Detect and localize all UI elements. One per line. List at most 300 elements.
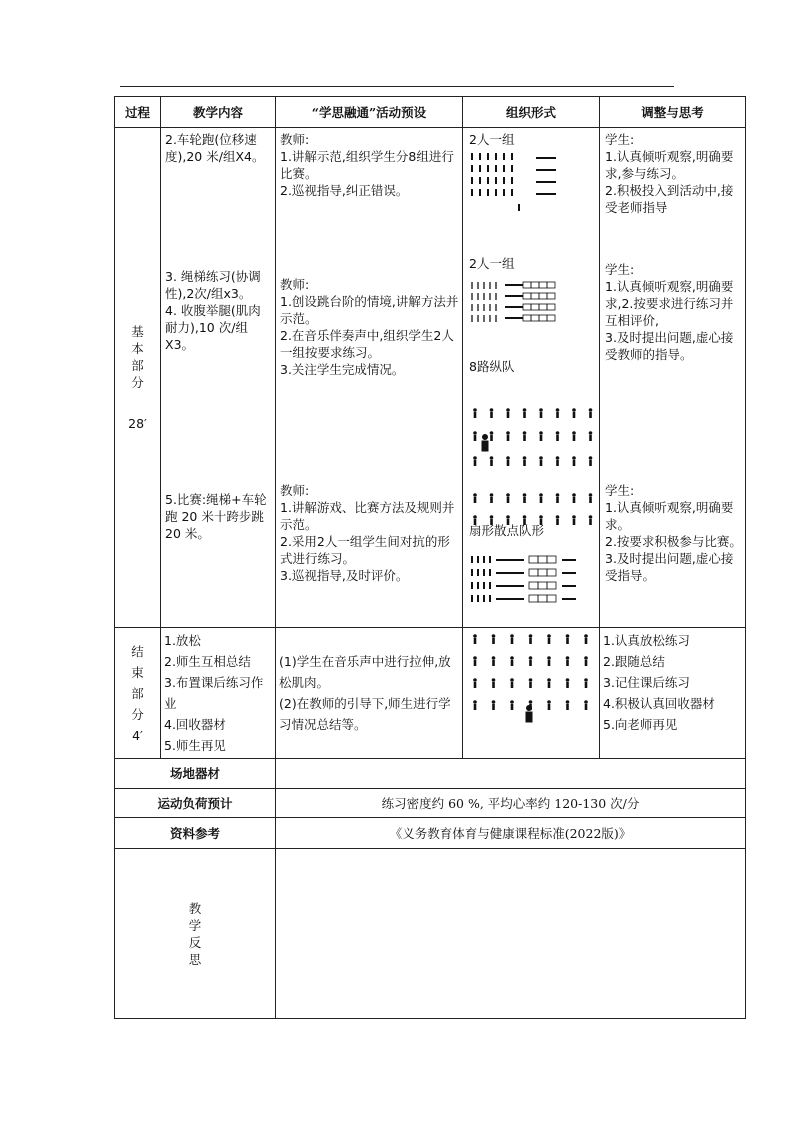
ladder-rung (523, 304, 531, 310)
student-marker (548, 638, 551, 644)
student-marker (523, 412, 526, 418)
student-marker (473, 456, 477, 460)
student-marker (490, 515, 494, 519)
student-marker (511, 189, 513, 196)
student-marker (566, 700, 570, 704)
student-marker (548, 660, 551, 666)
student-marker (573, 460, 576, 466)
header-row (115, 97, 746, 128)
org-label-column: 8路纵队 (469, 359, 515, 374)
student-marker (572, 408, 576, 412)
end-section-row (115, 628, 746, 759)
student-marker (529, 634, 533, 638)
basic-organization-cell (463, 128, 600, 628)
org-label-pairs-2: 2人一组 (469, 256, 515, 271)
student-marker (589, 493, 593, 497)
student-marker (495, 153, 497, 160)
load-label: 运动负荷预计 (115, 789, 276, 818)
run-line (496, 585, 524, 587)
student-marker (489, 315, 491, 322)
end-formation-group (473, 634, 588, 722)
end-stage-cell (115, 628, 161, 759)
student-marker (511, 682, 514, 688)
header-activity: “学思融通”活动预设 (276, 97, 463, 128)
end-content-cell (161, 628, 276, 759)
ladder-rung (531, 293, 539, 299)
student-marker (511, 638, 514, 644)
student-marker (589, 497, 592, 503)
student-marker (490, 497, 493, 503)
end-stage-time: 4′ (132, 727, 143, 743)
student-marker (474, 460, 477, 466)
student-marker (529, 682, 532, 688)
org-label-pairs-1: 2人一组 (469, 132, 515, 147)
ladder-rung (523, 282, 531, 288)
student-marker (495, 282, 497, 289)
student-marker (490, 493, 494, 497)
student-marker (492, 700, 496, 704)
student-marker (471, 304, 473, 311)
student-marker (540, 412, 543, 418)
student-marker (473, 678, 477, 682)
student-marker (471, 282, 473, 289)
ladder-rung (539, 304, 547, 310)
student-marker (584, 678, 588, 682)
student-marker (474, 412, 477, 418)
student-marker (566, 638, 569, 644)
end-activity-cell (276, 628, 463, 759)
ladder-rung (529, 556, 538, 563)
ladder-rung (539, 282, 547, 288)
student-marker (474, 704, 477, 710)
end-stage-char: 束 (131, 664, 144, 680)
pairs-relay-diagram (471, 153, 556, 211)
student-marker (511, 153, 513, 160)
student-marker (495, 189, 497, 196)
basic-activity-cell (276, 128, 463, 628)
student-marker (471, 189, 473, 196)
student-marker (589, 460, 592, 466)
student-marker (489, 293, 491, 300)
student-marker (471, 293, 473, 300)
run-line (505, 306, 523, 308)
teacher-marker (526, 712, 533, 723)
student-marker (585, 682, 588, 688)
student-marker (474, 435, 477, 441)
student-marker (584, 656, 588, 660)
student-marker (477, 569, 479, 576)
student-marker (556, 456, 560, 460)
student-marker (507, 497, 510, 503)
reference-value: 《义务教育体育与健康课程标准(2022版)》 (276, 818, 746, 849)
activity-teacher-1: 教师: 1.讲解示范,组织学生分8组进行比赛。 2.巡视指导,纠正错误。 (280, 132, 454, 198)
finish-line (562, 585, 576, 587)
student-marker (507, 460, 510, 466)
ladder-rung (529, 595, 538, 602)
student-marker (556, 412, 559, 418)
student-marker (489, 582, 491, 589)
student-marker (523, 431, 527, 435)
ladder-rung (531, 304, 539, 310)
ladder-rung (538, 595, 547, 602)
student-marker (523, 456, 527, 460)
student-marker (477, 304, 479, 311)
student-marker (506, 456, 510, 460)
organization-diagrams (463, 128, 600, 627)
eight-column-diagram (473, 408, 592, 525)
student-marker (572, 431, 576, 435)
reflection-char: 学 (188, 917, 202, 933)
student-marker (589, 408, 593, 412)
content-competition: 5.比赛:绳梯+车轮跑 20 米十跨步跳 20 米。 (165, 492, 268, 541)
run-line (505, 317, 523, 319)
student-marker (556, 460, 559, 466)
student-marker (490, 460, 493, 466)
pairs-ladder-diagram (471, 282, 555, 322)
student-marker (529, 656, 533, 660)
student-marker (539, 431, 543, 435)
student-marker (474, 638, 477, 644)
end-adjust-cell (600, 628, 746, 759)
ladder-rung (547, 595, 556, 602)
student-marker (479, 177, 481, 184)
student-marker (473, 515, 477, 519)
finish-line (562, 598, 576, 600)
finish-line (562, 559, 576, 561)
ladder-rung (538, 582, 547, 589)
student-marker (523, 408, 527, 412)
student-marker (511, 177, 513, 184)
ladder-rung (539, 315, 547, 321)
student-marker (529, 638, 532, 644)
header-content: 教学内容 (161, 97, 276, 128)
basic-stage-char: 部 (131, 358, 144, 373)
student-marker (492, 660, 495, 666)
basic-stage-char: 本 (131, 341, 144, 356)
header-organization: 组织形式 (463, 97, 600, 128)
student-marker (503, 165, 505, 172)
student-marker (556, 519, 559, 525)
student-marker (539, 515, 543, 519)
student-marker (495, 177, 497, 184)
ladder-rung (531, 282, 539, 288)
basic-stage-char: 基 (131, 324, 144, 339)
student-marker (584, 634, 588, 638)
end-formation-diagram (463, 628, 600, 752)
teacher-marker (526, 705, 532, 711)
end-stage-char: 结 (131, 643, 144, 659)
basic-stage-time: 28′ (128, 416, 147, 431)
student-marker (539, 493, 543, 497)
student-marker (489, 595, 491, 602)
student-marker (495, 315, 497, 322)
student-marker (471, 315, 473, 322)
student-marker (473, 700, 477, 704)
basic-section-row (115, 128, 746, 628)
ladder-rung (529, 569, 538, 576)
student-marker (506, 408, 510, 412)
ladder-rung (547, 282, 555, 288)
student-marker (547, 634, 551, 638)
student-marker (471, 177, 473, 184)
adjust-student-2: 学生: 1.认真倾听观察,明确要求,2.按要求进行练习并互相评价, 3.及时提出问题,虚心接受教师的指导。 (605, 262, 734, 362)
student-marker (495, 165, 497, 172)
student-marker (471, 582, 473, 589)
student-marker (489, 556, 491, 563)
student-marker (479, 165, 481, 172)
reflection-char: 教 (188, 900, 202, 916)
student-marker (490, 456, 494, 460)
student-marker (492, 682, 495, 688)
load-row (115, 789, 746, 818)
finish-line (536, 181, 556, 183)
reference-row (115, 818, 746, 849)
student-marker (573, 519, 576, 525)
student-marker (473, 634, 477, 638)
ladder-rung (547, 569, 556, 576)
student-marker (503, 153, 505, 160)
ladder-rung (538, 569, 547, 576)
student-marker (487, 177, 489, 184)
student-marker (572, 515, 576, 519)
basic-stage-char: 分 (131, 375, 144, 390)
student-marker (539, 456, 543, 460)
adjust-student-1: 学生: 1.认真倾听观察,明确要求,参与练习。 2.积极投入到活动中,接受老师指导 (605, 132, 734, 215)
student-marker (490, 435, 493, 441)
student-marker (474, 682, 477, 688)
student-marker (471, 569, 473, 576)
student-marker (477, 556, 479, 563)
student-marker (473, 656, 477, 660)
student-marker (507, 412, 510, 418)
student-marker (492, 638, 495, 644)
student-marker (489, 282, 491, 289)
student-marker (556, 515, 560, 519)
ladder-rung (523, 315, 531, 321)
student-marker (477, 595, 479, 602)
student-marker (523, 497, 526, 503)
venue-row (115, 759, 746, 789)
end-organization-cell (463, 628, 600, 759)
student-marker (589, 431, 593, 435)
ladder-rung (538, 556, 547, 563)
student-marker (477, 582, 479, 589)
content-ladder-and-core: 3. 绳梯练习(协调性),2次/组x3。 4. 收腹举腿(肌肉耐力),10 次/组X3。 (165, 269, 261, 352)
student-marker (585, 638, 588, 644)
end-content: 1.放松 2.师生互相总结 3.布置课后练习作业 4.回收器材 5.师生再见 (164, 633, 264, 753)
student-marker (492, 678, 496, 682)
student-marker (572, 493, 576, 497)
student-marker (483, 315, 485, 322)
student-marker (483, 282, 485, 289)
student-marker (510, 656, 514, 660)
header-adjustment: 调整与思考 (600, 97, 746, 128)
basic-content-cell (161, 128, 276, 628)
reflection-value (276, 849, 746, 1019)
student-marker (573, 497, 576, 503)
reflection-label-cell (115, 849, 276, 1019)
ladder-rung (531, 315, 539, 321)
student-marker (573, 412, 576, 418)
student-marker (585, 660, 588, 666)
student-marker (589, 456, 593, 460)
student-marker (492, 656, 496, 660)
student-marker (585, 704, 588, 710)
student-marker (523, 435, 526, 441)
finish-line (562, 572, 576, 574)
activity-teacher-3: 教师: 1.讲解游戏、比赛方法及规则并示范。 2.采用2人一组学生间对抗的形式进行练习。 3.巡视指导,及时评价。 (280, 483, 455, 583)
run-line (496, 559, 524, 561)
student-marker (511, 660, 514, 666)
lesson-plan-table (114, 96, 746, 1019)
student-marker (566, 678, 570, 682)
student-marker (490, 408, 494, 412)
student-marker (572, 456, 576, 460)
student-marker (471, 165, 473, 172)
student-marker (483, 569, 485, 576)
student-marker (556, 493, 560, 497)
teacher-marker (518, 204, 520, 211)
student-marker (523, 515, 527, 519)
student-marker (479, 189, 481, 196)
student-marker (479, 153, 481, 160)
basic-stage-cell (115, 128, 161, 628)
student-marker (487, 189, 489, 196)
student-marker (489, 569, 491, 576)
end-stage-char: 分 (131, 706, 144, 722)
student-marker (474, 497, 477, 503)
top-rule (120, 86, 674, 87)
ladder-rung (547, 304, 555, 310)
student-marker (483, 293, 485, 300)
student-marker (495, 293, 497, 300)
student-marker (474, 660, 477, 666)
student-marker (589, 435, 592, 441)
student-marker (492, 634, 496, 638)
run-line (496, 572, 524, 574)
student-marker (529, 660, 532, 666)
student-marker (495, 304, 497, 311)
student-marker (556, 408, 560, 412)
fan-scatter-diagram (471, 556, 576, 602)
student-marker (506, 515, 510, 519)
reflection-char: 反 (188, 934, 202, 950)
student-marker (507, 435, 510, 441)
student-marker (471, 595, 473, 602)
student-marker (489, 304, 491, 311)
student-marker (566, 704, 569, 710)
finish-line (536, 157, 556, 159)
end-activity: (1)学生在音乐声中进行拉伸,放松肌肉。 (2)在教师的引导下,师生进行学习情况总结等。 (279, 654, 451, 732)
student-marker (523, 493, 527, 497)
student-marker (483, 556, 485, 563)
student-marker (566, 656, 570, 660)
activity-teacher-2: 教师: 1.创设跳台阶的情境,讲解方法并示范。 2.在音乐伴奏声中,组织学生2人一组按要求练习。 3.关注学生完成情况。 (280, 277, 459, 377)
student-marker (548, 682, 551, 688)
org-label-fan: 扇形散点队形 (469, 523, 545, 538)
teacher-marker (482, 441, 489, 452)
student-marker (490, 412, 493, 418)
student-marker (483, 595, 485, 602)
student-marker (547, 678, 551, 682)
student-marker (477, 293, 479, 300)
student-marker (483, 582, 485, 589)
student-marker (510, 678, 514, 682)
ladder-rung (529, 582, 538, 589)
ladder-rung (547, 582, 556, 589)
basic-adjust-cell (600, 128, 746, 628)
student-marker (547, 656, 551, 660)
reflection-row (115, 849, 746, 1019)
ladder-rung (547, 315, 555, 321)
reference-label: 资料参考 (115, 818, 276, 849)
student-marker (477, 282, 479, 289)
student-marker (589, 515, 593, 519)
teacher-marker (482, 434, 488, 440)
student-marker (566, 660, 569, 666)
student-marker (492, 704, 495, 710)
student-marker (566, 682, 569, 688)
student-marker (487, 153, 489, 160)
student-marker (510, 634, 514, 638)
student-marker (540, 497, 543, 503)
student-marker (523, 460, 526, 466)
adjust-student-3: 学生: 1.认真倾听观察,明确要求。 2.按要求积极参与比赛。 3.及时提出问题,虚心接受指导。 (605, 483, 742, 583)
student-marker (556, 431, 560, 435)
end-stage-char: 部 (131, 685, 144, 701)
venue-value (276, 759, 746, 789)
student-marker (548, 704, 551, 710)
student-marker (473, 408, 477, 412)
student-marker (589, 519, 592, 525)
student-marker (506, 431, 510, 435)
student-marker (556, 435, 559, 441)
student-marker (490, 431, 494, 435)
student-marker (529, 700, 533, 704)
finish-line (536, 169, 556, 171)
student-marker (566, 634, 570, 638)
content-wheel-run: 2.车轮跑(位移速度),20 米/组X4。 (165, 132, 265, 164)
student-marker (511, 165, 513, 172)
student-marker (477, 315, 479, 322)
student-marker (589, 412, 592, 418)
ladder-rung (547, 293, 555, 299)
student-marker (473, 431, 477, 435)
ladder-rung (539, 293, 547, 299)
student-marker (473, 493, 477, 497)
student-marker (471, 556, 473, 563)
finish-line (536, 193, 556, 195)
ladder-rung (547, 556, 556, 563)
student-marker (540, 435, 543, 441)
venue-label: 场地器材 (115, 759, 276, 789)
student-marker (506, 493, 510, 497)
header-process: 过程 (115, 97, 161, 128)
student-marker (547, 700, 551, 704)
student-marker (487, 165, 489, 172)
reflection-char: 思 (188, 951, 202, 967)
student-marker (573, 435, 576, 441)
load-value: 练习密度约 60 %, 平均心率约 120-130 次/分 (276, 789, 746, 818)
run-line (505, 284, 523, 286)
student-marker (503, 177, 505, 184)
student-marker (529, 678, 533, 682)
student-marker (539, 408, 543, 412)
student-marker (471, 153, 473, 160)
student-marker (503, 189, 505, 196)
student-marker (510, 700, 514, 704)
run-line (496, 598, 524, 600)
